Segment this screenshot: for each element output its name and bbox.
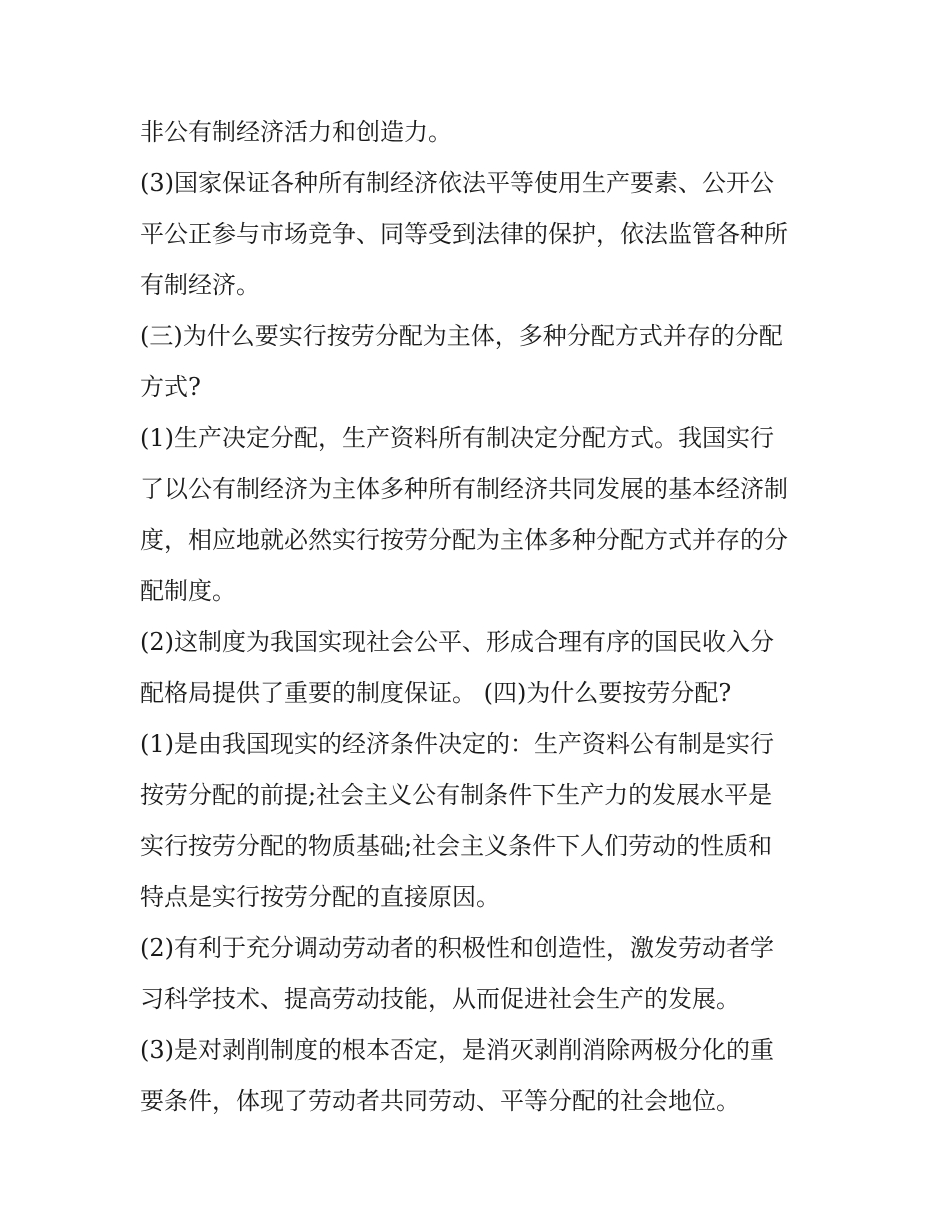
text-line: (2)这制度为我国实现社会公平、形成合理有序的国民收入分	[140, 628, 774, 656]
text-line: (三)为什么要实行按劳分配为主体，多种分配方式并存的分配	[140, 322, 783, 350]
document-body	[140, 107, 830, 1127]
text-line: 按劳分配的前提;社会主义公有制条件下生产力的发展水平是	[140, 781, 773, 809]
text-line: (1)生产决定分配，生产资料所有制决定分配方式。我国实行	[140, 424, 774, 452]
text-line: 习科学技术、提高劳动技能，从而促进社会生产的发展。	[140, 985, 740, 1013]
text-line: 有制经济。	[140, 271, 260, 299]
text-line: 了以公有制经济为主体多种所有制经济共同发展的基本经济制	[140, 475, 788, 503]
text-line: (1)是由我国现实的经济条件决定的：生产资料公有制是实行	[140, 730, 774, 758]
text-line: 特点是实行按劳分配的直接原因。	[140, 883, 500, 911]
text-line: 要条件，体现了劳动者共同劳动、平等分配的社会地位。	[140, 1087, 740, 1115]
text-line: 平公正参与市场竞争、同等受到法律的保护，依法监管各种所	[140, 220, 788, 248]
text-line: 配制度。	[140, 577, 236, 605]
text-line: 实行按劳分配的物质基础;社会主义条件下人们劳动的性质和	[140, 832, 773, 860]
text-line: (3)国家保证各种所有制经济依法平等使用生产要素、公开公	[140, 169, 774, 197]
text-line: 非公有制经济活力和创造力。	[140, 118, 452, 146]
text-line: 方式?	[140, 373, 201, 401]
text-line: 度，相应地就必然实行按劳分配为主体多种分配方式并存的分	[140, 526, 788, 554]
text-line: 配格局提供了重要的制度保证。 (四)为什么要按劳分配?	[140, 679, 732, 707]
text-line: (2)有利于充分调动劳动者的积极性和创造性，激发劳动者学	[140, 934, 774, 962]
text-line: (3)是对剥削制度的根本否定，是消灭剥削消除两极分化的重	[140, 1036, 774, 1064]
